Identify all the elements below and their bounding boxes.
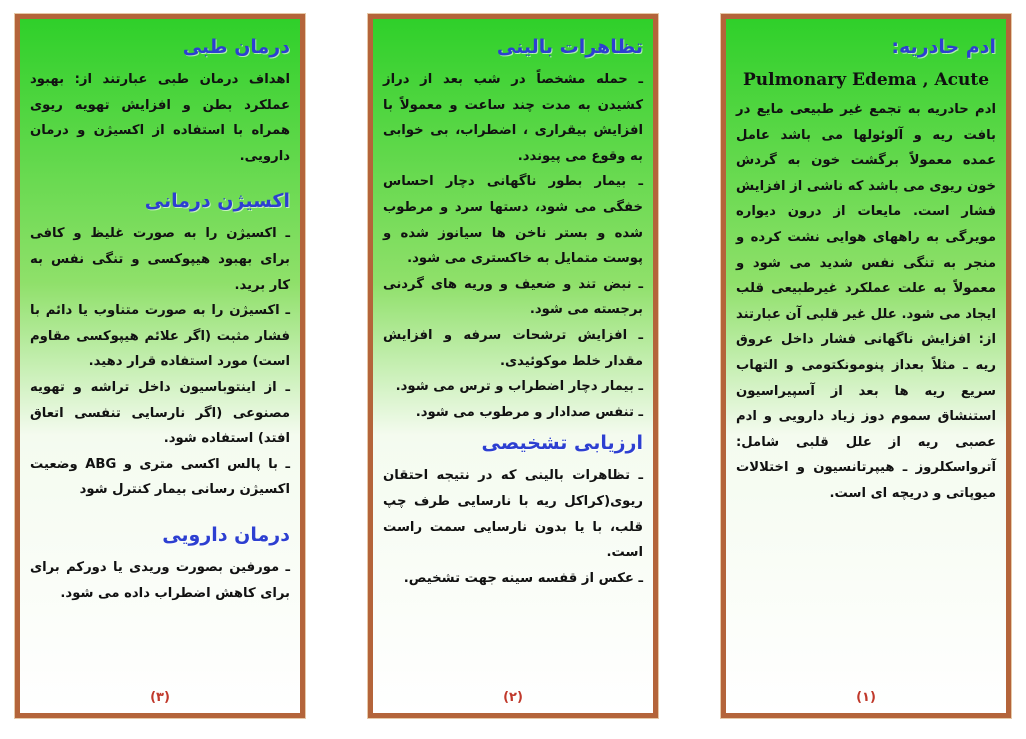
page-number: (۲) <box>503 690 523 705</box>
paragraph-treatment-goals: اهداف درمان طبی عبارتند از: بهبود عملکرد بطن و افزایش تهویه ریوی همراه با استفاده از اکسیژن و درمان دارویی. <box>30 72 290 164</box>
heading-medical-treatment: درمان طبی <box>182 36 290 58</box>
list-item: ـ مورفین بصورت وریدی یا دورکم برای برای کاهش اضطراب داده می شود. <box>30 559 290 601</box>
paragraph-definition: ادم حادریه به تجمع غیر طبیعی مایع در بافت ریه و آلوئولها می باشد عامل عمده معمولاً برگشت خون به گردش خون ریوی می باشد که ناشی از افزایش فشار است. مایعات از درون دیواره مویرگی به راههای هوایی نشت کرده و منجر به تنگی نفس شدید می شود و معمولاً به علت عملکرد غیرطبیعی قلب ایجاد می شود. علل غیر قلبی آن عبارتند از: افزایش ناگهانی فشار داخل عروق ریه ـ مثلاً بعداز پنومونکتومی و التهاب سریع ریه ها بعد از آسپیراسیون استنشاق سموم دوز زیاد دارویی و ادم عصبی ریه از علل قلبی شامل: آترواسکلروز ـ هیپرتانسیون و اختلالات میوپاتی و دریچه ای است. <box>736 102 996 501</box>
list-item: ـ بیمار بطور ناگهانی دچار احساس خفگی می شود، دستها سرد و مرطوب شده و بستر ناخن ها سیانوز شده و پوست متمایل به خاکستری می شود. <box>383 174 643 267</box>
heading-drug-therapy: درمان دارویی <box>162 523 290 546</box>
list-item: ـ افزایش ترشحات سرفه و افزایش مقدار خلط موکوئیدی. <box>383 327 643 369</box>
list-item: ـ نبض تند و ضعیف و وریه های گردنی برجسته می شود. <box>383 276 643 318</box>
page-panel-2 <box>368 14 658 718</box>
section-spacer <box>30 503 290 517</box>
list-item: ـ تنفس صدادار و مرطوب می شود. <box>415 404 643 420</box>
list-item: ـ از اینتوباسیون داخل تراشه و تهویه مصنوعی (اگر نارسایی تنفسی اتعاق افتد) استفاده شود. <box>30 379 290 447</box>
heading-english-subtitle: Pulmonary Edema , Acute <box>742 70 990 90</box>
page-panel-1 <box>721 14 1011 718</box>
heading-clinical-manifestations: تظاهرات بالینی <box>496 36 643 58</box>
list-item: ـ عکس از قفسه سینه جهت تشخیص. <box>403 570 643 586</box>
list-item: ـ بیمار دچار اضطراب و ترس می شود. <box>395 379 643 395</box>
list-item: ـ با پالس اکسی متری و ABG وضعیت اکسیژن رسانی بیمار کنترل شود <box>30 456 290 498</box>
list-item: ـ حمله مشخصاً در شب بعد از دراز کشیدن به مدت چند ساعت و معمولاً با افزایش بیقراری ، اضطراب، بی خوابی به وقوع می پیوندد. <box>383 72 643 164</box>
section-spacer <box>30 169 290 183</box>
list-item: ـ تظاهرات بالینی که در نتیجه احتقان ریوی(کراکل ریه با نارسایی طرف چپ قلب، با یا بدون نارسایی سمت راست است. <box>383 468 643 561</box>
page-panel-3 <box>15 14 305 718</box>
page-number: (۳) <box>150 690 170 705</box>
heading-diagnostic-assessment: ارزیابی تشخیصی <box>481 432 643 455</box>
heading-acute-pulmonary-edema: ادم حادریه: <box>891 36 996 58</box>
page-number: (۱) <box>856 690 876 705</box>
list-item: ـ اکسیژن را به صورت غلیظ و کافی برای بهبود هیپوکسی و تنگی نفس به کار برید. <box>30 226 290 293</box>
heading-oxygen-therapy: اکسیژن درمانی <box>144 190 290 213</box>
list-item: ـ اکسیژن را به صورت متناوب یا دائم با فشار مثبت (اگر علائم هیپوکسی مقاوم است) مورد استفاده قرار دهید. <box>30 303 290 370</box>
